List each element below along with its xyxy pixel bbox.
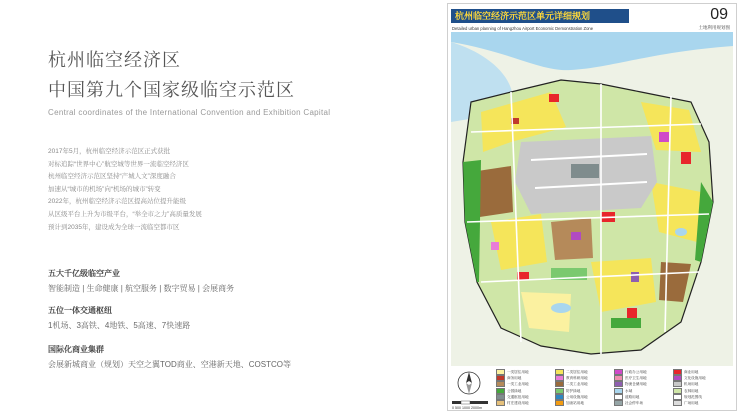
legend-item bbox=[555, 400, 584, 406]
legend-item bbox=[614, 394, 639, 400]
paragraph-line: 杭州临空经济示范区坚持“产城人文”深度融合 bbox=[48, 173, 176, 181]
map-caption: 土地利用规划图 bbox=[698, 25, 730, 30]
legend-item bbox=[555, 388, 580, 394]
legend-item bbox=[555, 381, 588, 387]
legend-swatch bbox=[555, 394, 564, 400]
legend-label: 水域 bbox=[625, 388, 633, 393]
legend-item bbox=[496, 375, 521, 381]
legend-label: 教育科研用地 bbox=[566, 376, 588, 381]
paragraph-line: 预计到2035年，建设成为全球一流临空都市区 bbox=[48, 223, 180, 231]
legend-label: 公园绿地 bbox=[507, 388, 522, 393]
map-english-title: Detailed urban planning of Hangzhou Airport Economic Demonstration Zone bbox=[452, 26, 594, 31]
section-heading: 国际化商业集群 bbox=[48, 345, 104, 354]
legend-item bbox=[614, 381, 647, 387]
legend-label: 公用设施用地 bbox=[566, 394, 588, 399]
legend-item bbox=[496, 388, 521, 394]
section-body: 1机场、3高铁、4地铁、5高速、7快速路 bbox=[48, 321, 191, 330]
legend-label: 道路用地 bbox=[625, 394, 640, 399]
legend-label: 社会停车场 bbox=[625, 400, 643, 405]
legend-label: 机场用地 bbox=[684, 382, 699, 387]
legend-swatch bbox=[496, 394, 505, 400]
legend-item bbox=[496, 400, 529, 406]
legend-label: 二类居住用地 bbox=[566, 369, 588, 374]
legend-label: 交通枢纽用地 bbox=[507, 394, 529, 399]
legend-swatch bbox=[673, 400, 682, 406]
legend-swatch bbox=[614, 369, 623, 375]
map-sheet-number: 09 bbox=[710, 6, 728, 23]
legend-label: 一类工业用地 bbox=[507, 382, 529, 387]
legend-swatch bbox=[673, 369, 682, 375]
legend-item bbox=[555, 375, 588, 381]
legend-swatch bbox=[614, 400, 623, 406]
north-arrow-icon bbox=[456, 370, 482, 396]
legend-swatch bbox=[673, 375, 682, 381]
scale-label: 0 500 1000 2000m bbox=[452, 406, 482, 410]
legend-label: 商务用地 bbox=[507, 376, 522, 381]
legend-swatch bbox=[496, 369, 505, 375]
legend-label: 文化设施用地 bbox=[684, 376, 706, 381]
legend-item bbox=[496, 381, 529, 387]
legend-swatch bbox=[555, 381, 564, 387]
legend-swatch bbox=[614, 381, 623, 387]
legend-swatch bbox=[614, 394, 623, 400]
legend-label: 村庄建设用地 bbox=[507, 400, 529, 405]
legend-swatch bbox=[673, 388, 682, 394]
english-subtitle: Central coordinates of the International Convention and Exhibition Capital bbox=[48, 108, 331, 117]
section-heading: 五位一体交通枢纽 bbox=[48, 306, 112, 315]
legend-item bbox=[673, 375, 706, 381]
paragraph-line: 对标追踪“世界中心”航空城等世界一流临空经济区 bbox=[48, 160, 189, 168]
legend-item bbox=[673, 369, 698, 375]
legend-swatch bbox=[555, 388, 564, 394]
legend-item bbox=[673, 394, 702, 400]
section-body: 智能制造 | 生命健康 | 航空服务 | 数字贸易 | 会展商务 bbox=[48, 284, 235, 293]
legend-swatch bbox=[496, 388, 505, 394]
paragraph-line: 2022年，杭州临空经济示范区提高站位提升能级 bbox=[48, 198, 186, 206]
legend-item bbox=[614, 375, 647, 381]
legend-label: 农林用地 bbox=[684, 388, 699, 393]
legend-item bbox=[614, 388, 632, 394]
legend-item bbox=[555, 369, 588, 375]
map-title-banner: 杭州临空经济示范区单元详细规划 bbox=[451, 9, 629, 23]
legend-swatch bbox=[555, 369, 564, 375]
page-subtitle-heading: 中国第九个国家级临空示范区 bbox=[48, 80, 295, 101]
legend-item bbox=[614, 369, 647, 375]
legend-swatch bbox=[673, 394, 682, 400]
legend-item bbox=[673, 400, 698, 406]
section-commerce bbox=[48, 344, 291, 370]
legend-label: 二类工业用地 bbox=[566, 382, 588, 387]
legend-label: 规划范围线 bbox=[684, 394, 702, 399]
section-heading: 五大千亿级临空产业 bbox=[48, 269, 120, 278]
legend-swatch bbox=[496, 381, 505, 387]
airport-area bbox=[515, 136, 657, 214]
legend-label: 商业用地 bbox=[684, 369, 699, 374]
map-drawing bbox=[451, 32, 733, 366]
legend-item bbox=[555, 394, 588, 400]
legend-label: 物流仓储用地 bbox=[625, 382, 647, 387]
paragraph-line: 2017年5月，杭州临空经济示范区正式获批 bbox=[48, 148, 171, 155]
land-use-map bbox=[447, 3, 737, 411]
intro-paragraph bbox=[48, 146, 202, 234]
legend-label: 防护绿地 bbox=[566, 388, 581, 393]
legend-label: 行政办公用地 bbox=[625, 369, 647, 374]
paragraph-line: 从区级平台上升为市级平台，“举全市之力”高质量发展 bbox=[48, 210, 202, 218]
legend-label: 医疗卫生用地 bbox=[625, 376, 647, 381]
legend-item bbox=[673, 388, 698, 394]
legend-swatch bbox=[614, 388, 623, 394]
legend-item bbox=[614, 400, 643, 406]
legend-label: 一类居住用地 bbox=[507, 369, 529, 374]
section-body: 会展新城商业（规划）天空之翼TOD商业、空港新天地、COSTCO等 bbox=[48, 360, 291, 369]
legend-swatch bbox=[555, 400, 564, 406]
legend-label: 加油站用地 bbox=[566, 400, 584, 405]
legend-item bbox=[496, 369, 529, 375]
section-transport bbox=[48, 305, 190, 331]
legend-item bbox=[496, 394, 529, 400]
section-industries bbox=[48, 268, 234, 294]
paragraph-line: 加速从“城市的机场”向“机场的城市”转变 bbox=[48, 185, 161, 193]
legend-label: 广场用地 bbox=[684, 400, 699, 405]
legend-swatch bbox=[496, 400, 505, 406]
page-title: 杭州临空经济区 bbox=[48, 50, 181, 71]
legend-swatch bbox=[614, 375, 623, 381]
legend-item bbox=[673, 381, 698, 387]
legend-swatch bbox=[555, 375, 564, 381]
legend-swatch bbox=[673, 381, 682, 387]
legend-swatch bbox=[496, 375, 505, 381]
